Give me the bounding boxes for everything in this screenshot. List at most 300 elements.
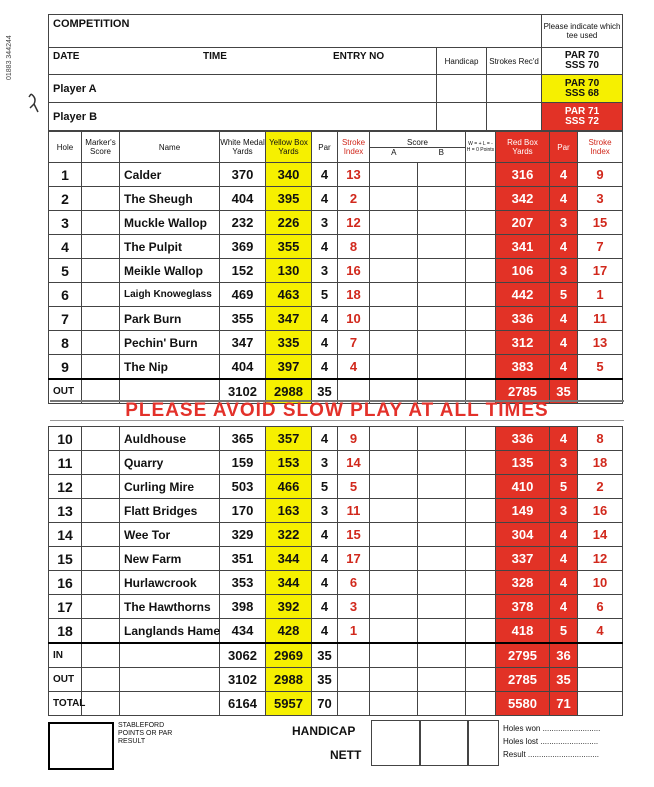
hole-score-a[interactable] xyxy=(370,283,418,307)
red-par-sss xyxy=(542,103,623,131)
table-row xyxy=(49,355,623,380)
hole-score-b[interactable] xyxy=(418,211,466,235)
col-score xyxy=(370,132,466,163)
hole-marker[interactable] xyxy=(82,163,120,187)
player-b-strokes[interactable] xyxy=(487,103,542,131)
hole-points[interactable] xyxy=(466,235,496,259)
table-row xyxy=(49,283,623,307)
totals-label: TOTAL xyxy=(49,692,82,716)
totals-rpar: 35 xyxy=(550,668,578,692)
hole-score-b[interactable] xyxy=(418,571,466,595)
hole-score-b[interactable] xyxy=(418,547,466,571)
totals-red: 5580 xyxy=(496,692,550,716)
hole-score-a[interactable] xyxy=(370,451,418,475)
hole-red: 312 xyxy=(496,331,550,355)
hole-hole: 18 xyxy=(49,619,82,644)
hole-points[interactable] xyxy=(466,331,496,355)
table-row xyxy=(49,475,623,499)
totals-b[interactable] xyxy=(418,668,466,692)
hole-par: 4 xyxy=(312,235,338,259)
hole-rpar: 3 xyxy=(550,499,578,523)
hole-si: 10 xyxy=(338,307,370,331)
table-row xyxy=(49,523,623,547)
hole-par: 3 xyxy=(312,451,338,475)
hole-points[interactable] xyxy=(466,259,496,283)
strokes-recd-header: Strokes Rec'd xyxy=(487,48,542,75)
hole-hole: 1 xyxy=(49,163,82,187)
hole-score-b[interactable] xyxy=(418,475,466,499)
hole-marker[interactable] xyxy=(82,427,120,451)
hole-rpar: 4 xyxy=(550,523,578,547)
totals-si xyxy=(338,692,370,716)
hole-name: Flatt Bridges xyxy=(120,499,220,523)
hole-marker[interactable] xyxy=(82,475,120,499)
totals-a[interactable] xyxy=(370,692,418,716)
hole-par: 4 xyxy=(312,331,338,355)
yellow-par: PAR 70 xyxy=(564,77,600,89)
golfer-logo-icon xyxy=(28,92,44,114)
totals-label: OUT xyxy=(49,668,82,692)
hole-score-b[interactable] xyxy=(418,619,466,644)
hole-si: 8 xyxy=(338,235,370,259)
col-red-par: Par xyxy=(550,132,578,163)
out-par: 35 xyxy=(312,379,338,404)
holes-won[interactable]: Holes won .......................... xyxy=(503,724,601,733)
totals-par: 35 xyxy=(312,643,338,668)
hole-yellow: 226 xyxy=(266,211,312,235)
col-stroke-index: Stroke Index xyxy=(338,132,370,163)
hole-score-b[interactable] xyxy=(418,259,466,283)
totals-marker[interactable] xyxy=(82,692,120,716)
hole-name: The Nip xyxy=(120,355,220,380)
hole-par: 4 xyxy=(312,619,338,644)
totals-row xyxy=(49,668,623,692)
white-sss: SSS 70 xyxy=(565,60,599,71)
hole-name: Hurlawcrook xyxy=(120,571,220,595)
hole-points[interactable] xyxy=(466,499,496,523)
handicap-pts-box[interactable] xyxy=(467,720,499,766)
hole-rsi: 5 xyxy=(578,355,623,380)
white-par: PAR 70 xyxy=(564,50,600,61)
yellow-par-sss xyxy=(542,75,623,103)
hole-red: 342 xyxy=(496,187,550,211)
hole-points[interactable] xyxy=(466,211,496,235)
totals-rpar: 71 xyxy=(550,692,578,716)
hole-points[interactable] xyxy=(466,187,496,211)
totals-b[interactable] xyxy=(418,692,466,716)
col-par: Par xyxy=(312,132,338,163)
hole-marker[interactable] xyxy=(82,619,120,644)
totals-marker[interactable] xyxy=(82,668,120,692)
entry-no-label: ENTRY NO xyxy=(333,51,385,62)
hole-score-a[interactable] xyxy=(370,547,418,571)
hole-red: 135 xyxy=(496,451,550,475)
hole-marker[interactable] xyxy=(82,307,120,331)
hole-points[interactable] xyxy=(466,427,496,451)
hole-marker[interactable] xyxy=(82,571,120,595)
scorecard-header xyxy=(48,14,623,131)
hole-rsi: 15 xyxy=(578,211,623,235)
hole-name: The Sheugh xyxy=(120,187,220,211)
hole-rpar: 5 xyxy=(550,283,578,307)
hole-name: Laigh Knoweglass xyxy=(120,283,220,307)
hole-par: 4 xyxy=(312,427,338,451)
hole-si: 17 xyxy=(338,547,370,571)
hole-points[interactable] xyxy=(466,355,496,380)
table-row xyxy=(49,619,623,644)
totals-pts[interactable] xyxy=(466,692,496,716)
hole-marker[interactable] xyxy=(82,523,120,547)
front-nine-table xyxy=(48,131,623,404)
hole-score-a[interactable] xyxy=(370,187,418,211)
hole-score-b[interactable] xyxy=(418,163,466,187)
hole-red: 336 xyxy=(496,307,550,331)
hole-score-a[interactable] xyxy=(370,259,418,283)
handicap-b-box[interactable] xyxy=(419,720,469,766)
hole-white: 404 xyxy=(220,355,266,380)
hole-marker[interactable] xyxy=(82,499,120,523)
hole-rsi: 14 xyxy=(578,523,623,547)
hole-par: 3 xyxy=(312,211,338,235)
hole-rsi: 10 xyxy=(578,571,623,595)
date-time-entry-row xyxy=(49,48,437,75)
hole-name: The Hawthorns xyxy=(120,595,220,619)
hole-score-b[interactable] xyxy=(418,235,466,259)
hole-si: 18 xyxy=(338,283,370,307)
hole-par: 5 xyxy=(312,283,338,307)
table-row xyxy=(49,499,623,523)
hole-rsi: 11 xyxy=(578,307,623,331)
hole-marker[interactable] xyxy=(82,547,120,571)
totals-pts[interactable] xyxy=(466,643,496,668)
totals-yellow: 5957 xyxy=(266,692,312,716)
hole-score-a[interactable] xyxy=(370,163,418,187)
scorecard-footer xyxy=(48,720,622,778)
score-b-label: B xyxy=(438,147,444,157)
totals-yellow: 2988 xyxy=(266,668,312,692)
hole-si: 15 xyxy=(338,523,370,547)
hole-white: 347 xyxy=(220,331,266,355)
hole-name: Muckle Wallop xyxy=(120,211,220,235)
col-red: Red Box Yards xyxy=(496,132,550,163)
hole-marker[interactable] xyxy=(82,187,120,211)
hole-yellow: 347 xyxy=(266,307,312,331)
table-row xyxy=(49,187,623,211)
totals-white: 3102 xyxy=(220,668,266,692)
result[interactable]: Result ................................ xyxy=(503,750,600,759)
hole-score-b[interactable] xyxy=(418,499,466,523)
table-row xyxy=(49,331,623,355)
hole-score-a[interactable] xyxy=(370,523,418,547)
hole-name: Wee Tor xyxy=(120,523,220,547)
hole-points[interactable] xyxy=(466,307,496,331)
col-wlh: W = + L = - H = 0 Points xyxy=(466,132,496,163)
hole-red: 337 xyxy=(496,547,550,571)
totals-a[interactable] xyxy=(370,668,418,692)
score-a-label: A xyxy=(391,147,397,157)
hole-score-a[interactable] xyxy=(370,595,418,619)
hole-name: The Pulpit xyxy=(120,235,220,259)
totals-name xyxy=(120,668,220,692)
slow-play-banner: PLEASE AVOID SLOW PLAY AT ALL TIMES xyxy=(50,400,624,421)
time-label: TIME xyxy=(203,51,227,62)
hole-yellow: 344 xyxy=(266,547,312,571)
date-label: DATE xyxy=(53,51,80,62)
hole-hole: 4 xyxy=(49,235,82,259)
score-label: Score xyxy=(370,138,465,148)
hole-marker[interactable] xyxy=(82,211,120,235)
hole-rsi: 6 xyxy=(578,595,623,619)
hole-si: 13 xyxy=(338,163,370,187)
hole-score-a[interactable] xyxy=(370,211,418,235)
hole-red: 336 xyxy=(496,427,550,451)
hole-rsi: 9 xyxy=(578,163,623,187)
hole-score-b[interactable] xyxy=(418,355,466,380)
hole-rpar: 4 xyxy=(550,547,578,571)
totals-pts[interactable] xyxy=(466,668,496,692)
hole-yellow: 395 xyxy=(266,187,312,211)
stableford-box[interactable] xyxy=(48,722,114,770)
hole-yellow: 335 xyxy=(266,331,312,355)
red-sss: SSS 72 xyxy=(565,115,599,127)
hole-white: 370 xyxy=(220,163,266,187)
hole-hole: 6 xyxy=(49,283,82,307)
hole-red: 442 xyxy=(496,283,550,307)
hole-points[interactable] xyxy=(466,619,496,644)
hole-red: 418 xyxy=(496,619,550,644)
totals-red: 2785 xyxy=(496,668,550,692)
table-row xyxy=(49,259,623,283)
col-name: Name xyxy=(120,132,220,163)
hole-yellow: 322 xyxy=(266,523,312,547)
hole-score-b[interactable] xyxy=(418,595,466,619)
hole-par: 4 xyxy=(312,571,338,595)
hole-score-a[interactable] xyxy=(370,571,418,595)
hole-marker[interactable] xyxy=(82,331,120,355)
handicap-footer-label: HANDICAP xyxy=(292,724,356,738)
hole-rpar: 5 xyxy=(550,619,578,644)
hole-yellow: 357 xyxy=(266,427,312,451)
hole-red: 378 xyxy=(496,595,550,619)
totals-red: 2795 xyxy=(496,643,550,668)
handicap-header: Handicap xyxy=(437,48,487,75)
hole-name: New Farm xyxy=(120,547,220,571)
hole-rpar: 3 xyxy=(550,211,578,235)
totals-yellow: 2969 xyxy=(266,643,312,668)
hole-si: 5 xyxy=(338,475,370,499)
hole-name: Auldhouse xyxy=(120,427,220,451)
hole-rpar: 4 xyxy=(550,331,578,355)
hole-score-b[interactable] xyxy=(418,307,466,331)
col-red-si: Stroke Index xyxy=(578,132,623,163)
hole-points[interactable] xyxy=(466,475,496,499)
hole-rpar: 4 xyxy=(550,571,578,595)
totals-marker[interactable] xyxy=(82,643,120,668)
hole-white: 232 xyxy=(220,211,266,235)
hole-rpar: 4 xyxy=(550,235,578,259)
hole-marker[interactable] xyxy=(82,235,120,259)
hole-white: 469 xyxy=(220,283,266,307)
hole-si: 16 xyxy=(338,259,370,283)
col-white: White Medal Yards xyxy=(220,132,266,163)
table-row xyxy=(49,547,623,571)
player-a-strokes[interactable] xyxy=(487,75,542,103)
hole-name: Langlands Hame xyxy=(120,619,220,644)
hole-score-a[interactable] xyxy=(370,307,418,331)
hole-score-a[interactable] xyxy=(370,475,418,499)
hole-points[interactable] xyxy=(466,451,496,475)
holes-lost[interactable]: Holes lost .......................... xyxy=(503,737,599,746)
hole-red: 316 xyxy=(496,163,550,187)
competition-label: COMPETITION xyxy=(49,15,542,48)
hole-points[interactable] xyxy=(466,523,496,547)
hole-hole: 16 xyxy=(49,571,82,595)
hole-rpar: 4 xyxy=(550,163,578,187)
hole-score-b[interactable] xyxy=(418,451,466,475)
hole-par: 4 xyxy=(312,547,338,571)
back-nine-table xyxy=(48,426,623,716)
table-row xyxy=(49,595,623,619)
hole-si: 11 xyxy=(338,499,370,523)
hole-score-a[interactable] xyxy=(370,331,418,355)
hole-red: 341 xyxy=(496,235,550,259)
hole-red: 106 xyxy=(496,259,550,283)
hole-name: Pechin' Burn xyxy=(120,331,220,355)
hole-white: 152 xyxy=(220,259,266,283)
hole-score-a[interactable] xyxy=(370,355,418,380)
hole-par: 4 xyxy=(312,523,338,547)
white-par-sss xyxy=(542,48,623,75)
hole-rsi: 13 xyxy=(578,331,623,355)
out-red-par: 35 xyxy=(550,379,578,404)
col-markers-score: Marker's Score xyxy=(82,132,120,163)
red-par: PAR 71 xyxy=(564,105,600,117)
hole-points[interactable] xyxy=(466,595,496,619)
totals-par: 70 xyxy=(312,692,338,716)
hole-rsi: 3 xyxy=(578,187,623,211)
player-a-handicap[interactable] xyxy=(437,75,487,103)
hole-white: 351 xyxy=(220,547,266,571)
hole-name: Meikle Wallop xyxy=(120,259,220,283)
hole-score-b[interactable] xyxy=(418,331,466,355)
out-white: 3102 xyxy=(220,379,266,404)
hole-name: Park Burn xyxy=(120,307,220,331)
hole-hole: 3 xyxy=(49,211,82,235)
hole-par: 4 xyxy=(312,307,338,331)
hole-marker[interactable] xyxy=(82,451,120,475)
hole-yellow: 340 xyxy=(266,163,312,187)
out-yellow: 2988 xyxy=(266,379,312,404)
hole-si: 6 xyxy=(338,571,370,595)
hole-score-a[interactable] xyxy=(370,427,418,451)
table-row xyxy=(49,451,623,475)
hole-score-a[interactable] xyxy=(370,235,418,259)
hole-points[interactable] xyxy=(466,163,496,187)
hole-red: 304 xyxy=(496,523,550,547)
hole-yellow: 463 xyxy=(266,283,312,307)
hole-yellow: 392 xyxy=(266,595,312,619)
hole-red: 383 xyxy=(496,355,550,380)
hole-marker[interactable] xyxy=(82,355,120,380)
hole-score-a[interactable] xyxy=(370,499,418,523)
hole-score-b[interactable] xyxy=(418,523,466,547)
hole-points[interactable] xyxy=(466,571,496,595)
totals-rpar: 36 xyxy=(550,643,578,668)
hole-score-b[interactable] xyxy=(418,427,466,451)
hole-rpar: 4 xyxy=(550,307,578,331)
totals-rsi xyxy=(578,668,623,692)
hole-yellow: 428 xyxy=(266,619,312,644)
hole-points[interactable] xyxy=(466,547,496,571)
hole-hole: 12 xyxy=(49,475,82,499)
hole-si: 12 xyxy=(338,211,370,235)
hole-score-b[interactable] xyxy=(418,187,466,211)
hole-name: Calder xyxy=(120,163,220,187)
hole-rpar: 4 xyxy=(550,427,578,451)
table-row xyxy=(49,163,623,187)
hole-white: 353 xyxy=(220,571,266,595)
hole-yellow: 466 xyxy=(266,475,312,499)
hole-score-b[interactable] xyxy=(418,283,466,307)
hole-hole: 9 xyxy=(49,355,82,380)
hole-points[interactable] xyxy=(466,283,496,307)
hole-white: 398 xyxy=(220,595,266,619)
hole-si: 3 xyxy=(338,595,370,619)
hole-white: 369 xyxy=(220,235,266,259)
player-a-field[interactable]: Player A xyxy=(49,75,437,103)
hole-hole: 13 xyxy=(49,499,82,523)
hole-marker[interactable] xyxy=(82,259,120,283)
yellow-sss: SSS 68 xyxy=(565,87,599,99)
hole-rsi: 4 xyxy=(578,619,623,644)
hole-hole: 10 xyxy=(49,427,82,451)
hole-white: 355 xyxy=(220,307,266,331)
hole-score-a[interactable] xyxy=(370,619,418,644)
totals-b[interactable] xyxy=(418,643,466,668)
hole-rsi: 7 xyxy=(578,235,623,259)
handicap-a-box[interactable] xyxy=(371,720,421,766)
hole-white: 503 xyxy=(220,475,266,499)
hole-marker[interactable] xyxy=(82,283,120,307)
hole-red: 328 xyxy=(496,571,550,595)
hole-yellow: 130 xyxy=(266,259,312,283)
hole-yellow: 344 xyxy=(266,571,312,595)
hole-name: Quarry xyxy=(120,451,220,475)
hole-rsi: 18 xyxy=(578,451,623,475)
totals-a[interactable] xyxy=(370,643,418,668)
player-b-handicap[interactable] xyxy=(437,103,487,131)
hole-marker[interactable] xyxy=(82,595,120,619)
col-yellow: Yellow Box Yards xyxy=(266,132,312,163)
hole-white: 404 xyxy=(220,187,266,211)
hole-white: 159 xyxy=(220,451,266,475)
hole-rsi: 17 xyxy=(578,259,623,283)
hole-si: 14 xyxy=(338,451,370,475)
table-row xyxy=(49,235,623,259)
totals-row xyxy=(49,692,623,716)
hole-par: 4 xyxy=(312,187,338,211)
totals-label: IN xyxy=(49,643,82,668)
hole-red: 207 xyxy=(496,211,550,235)
player-b-field[interactable]: Player B xyxy=(49,103,437,131)
totals-si xyxy=(338,668,370,692)
hole-white: 434 xyxy=(220,619,266,644)
totals-rsi xyxy=(578,692,623,716)
hole-hole: 17 xyxy=(49,595,82,619)
totals-white: 6164 xyxy=(220,692,266,716)
hole-par: 3 xyxy=(312,259,338,283)
totals-name xyxy=(120,692,220,716)
